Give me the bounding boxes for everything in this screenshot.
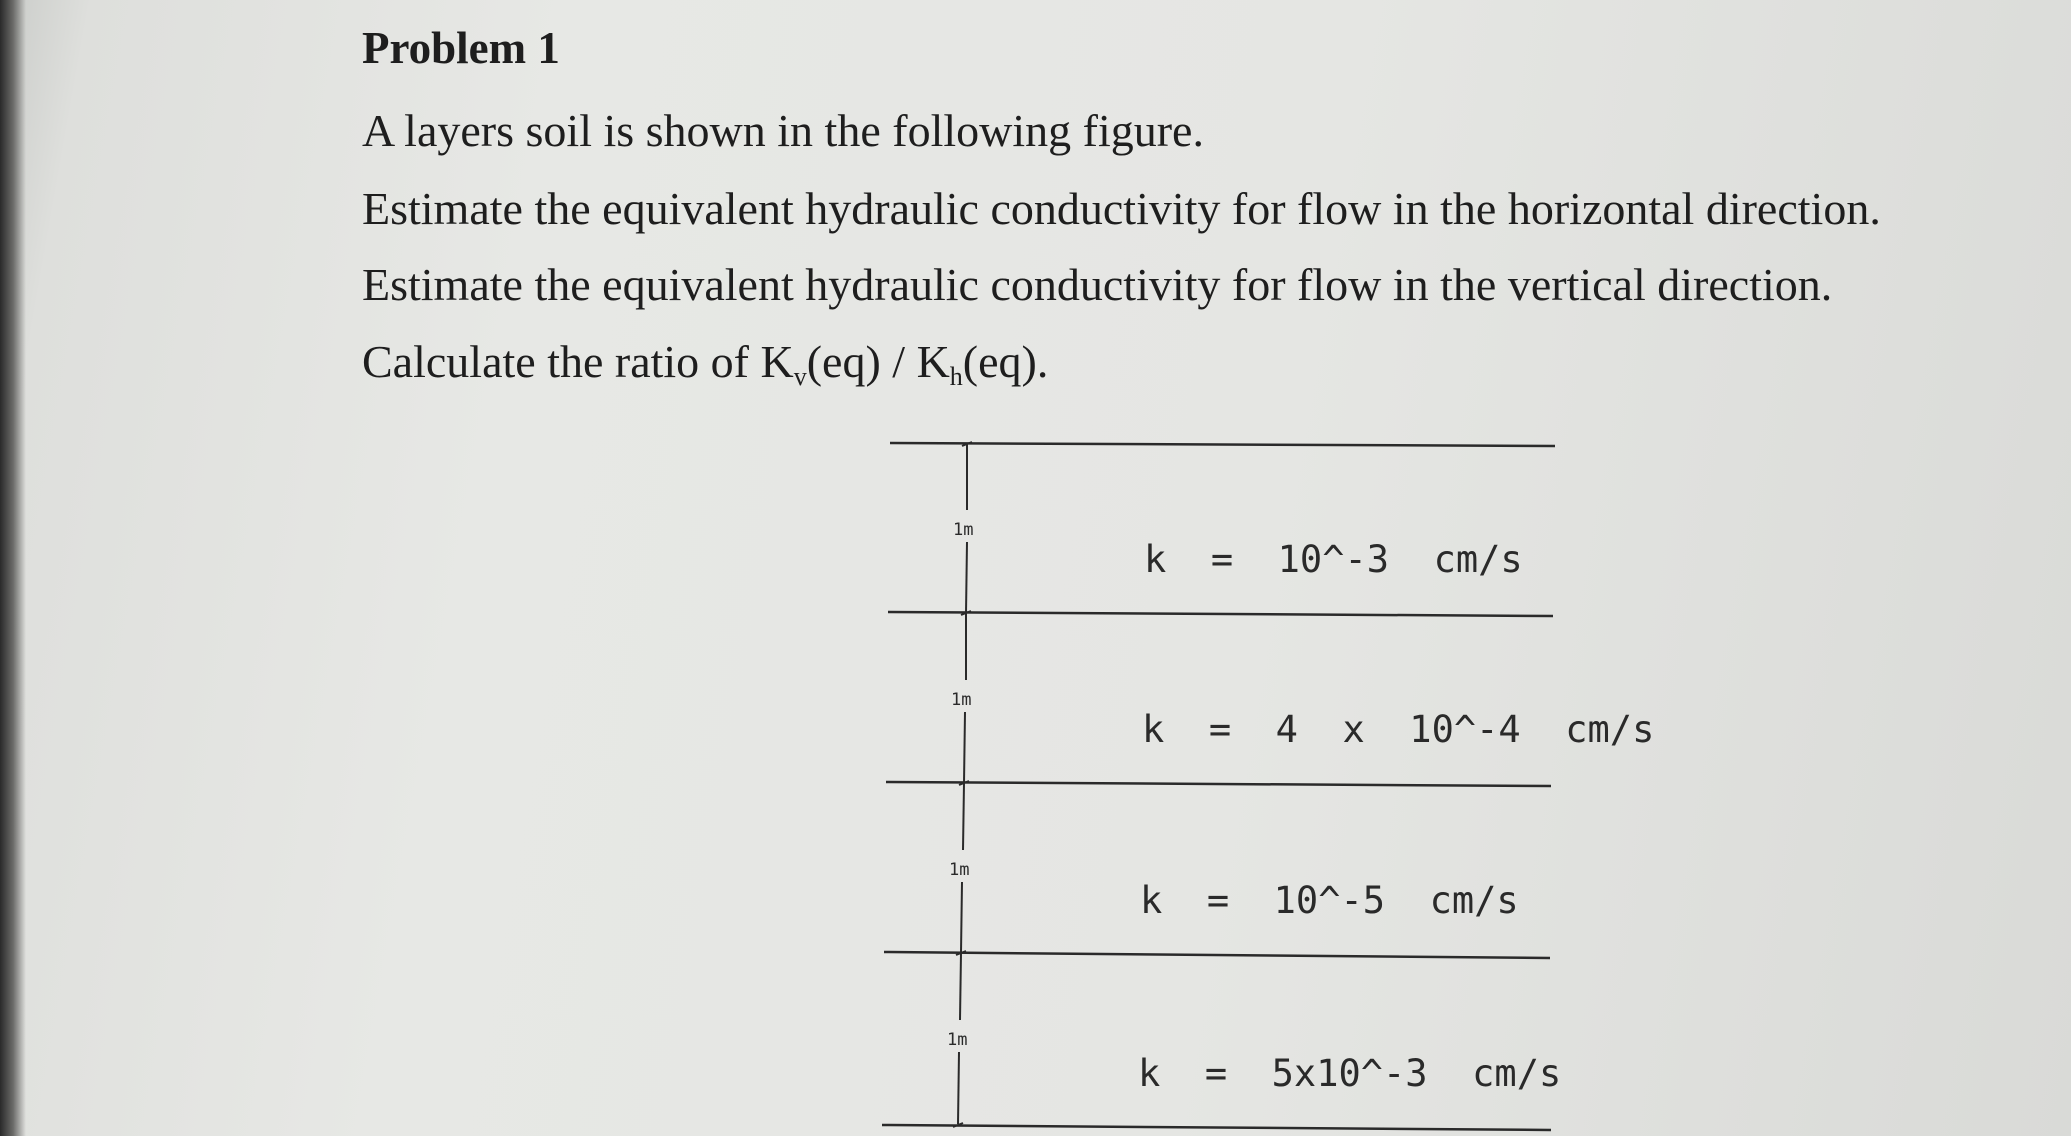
k-label-layer-3: k = 10^-5 cm/s <box>1140 879 1519 922</box>
dim-line-4b <box>958 1052 959 1124</box>
problem-line-horizontal: Estimate the equivalent hydraulic conductivity for flow in the horizontal direction. <box>362 183 1881 234</box>
ratio-sub-v: v <box>793 362 807 391</box>
problem-line-vertical: Estimate the equivalent hydraulic conductivity for flow in the vertical direction. <box>362 259 1833 310</box>
ratio-suffix: (eq). <box>962 336 1049 387</box>
thickness-label-3: 1m <box>949 860 970 880</box>
boundary-3 <box>884 952 1550 958</box>
thickness-label-1: 1m <box>953 520 974 540</box>
boundary-top <box>890 443 1555 446</box>
ratio-prefix: Calculate the ratio of K <box>362 336 794 387</box>
ratio-mid: (eq) / K <box>806 336 950 387</box>
dim-line-3b <box>961 882 962 953</box>
k-label-layer-2: k = 4 x 10^-4 cm/s <box>1142 708 1655 751</box>
dim-line-2b <box>964 712 965 783</box>
dim-line-1b <box>966 542 967 613</box>
problem-title: Problem 1 <box>362 23 560 73</box>
ratio-sub-h: h <box>949 362 963 391</box>
dim-line-3a <box>963 783 964 850</box>
k-label-layer-4: k = 5x10^-3 cm/s <box>1138 1052 1562 1095</box>
boundary-1 <box>888 612 1553 616</box>
thickness-label-2: 1m <box>951 690 972 710</box>
k-label-layer-1: k = 10^-3 cm/s <box>1144 538 1523 581</box>
boundary-2 <box>886 782 1551 786</box>
dim-line-4a <box>960 953 961 1020</box>
boundary-bottom <box>882 1125 1551 1130</box>
problem-line-figure: A layers soil is shown in the following figure. <box>362 105 1204 156</box>
thickness-label-4: 1m <box>947 1030 968 1050</box>
